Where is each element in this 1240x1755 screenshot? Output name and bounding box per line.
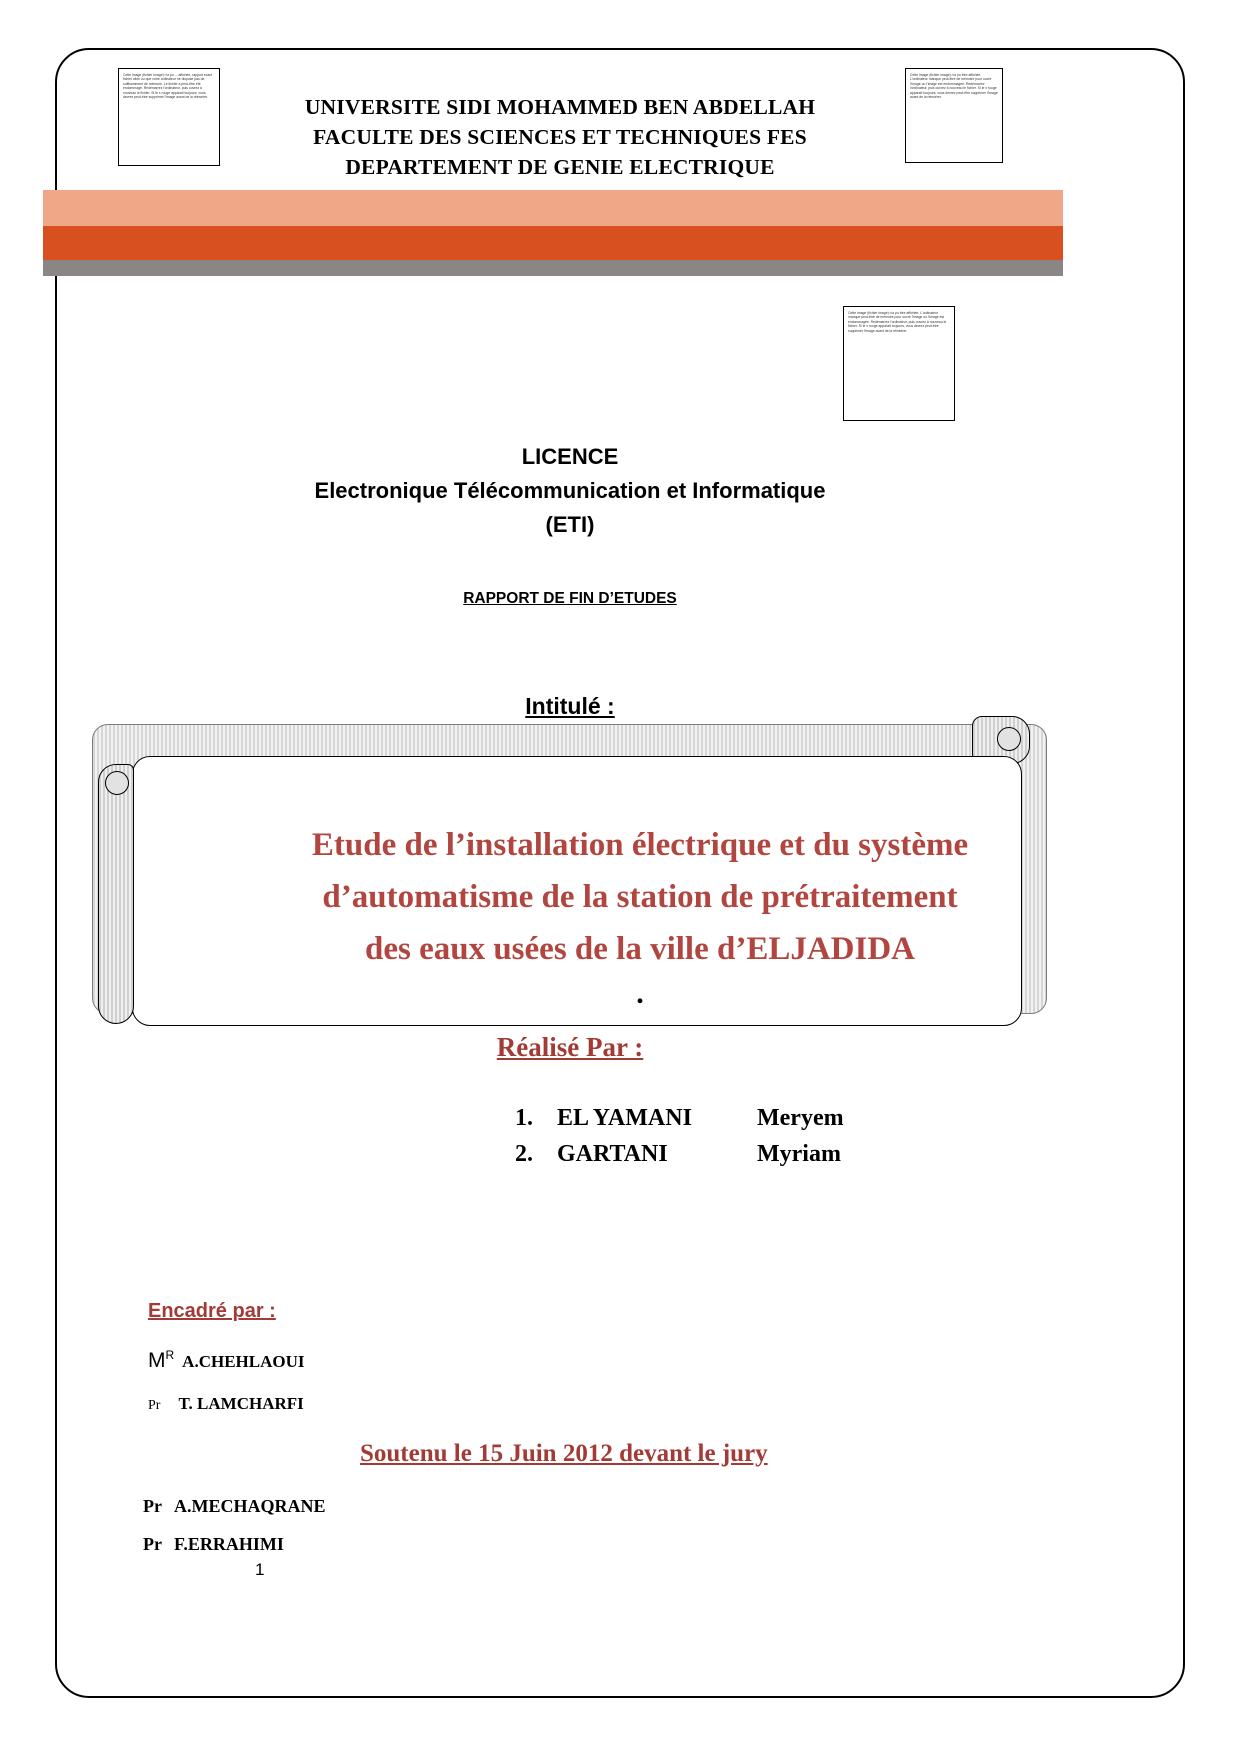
institution-header <box>150 92 970 182</box>
title-label-text: Intitulé : <box>525 693 615 719</box>
list-item <box>515 1100 1015 1136</box>
defense-date-text: Soutenu le 15 Juin 2012 devant le jury <box>360 1440 768 1467</box>
jury-title: Pr <box>143 1534 162 1554</box>
list-item <box>515 1136 1015 1172</box>
logo-right-caption: Cette image (fichier image) n'a pu être affichée. L'ordinateur manque peut-être de mémoire pour ouvrir l'image ou l'image est endommagée. Redémarrez l'ordinateur, puis ouvrez à nouveau le fichier. Si le x rouge apparaît toujours, vous devrez peut-être supprimer l'image avant de la réinsérer. <box>910 73 998 100</box>
authors-heading-text: Réalisé Par : <box>496 1032 644 1062</box>
company-logo-placeholder <box>843 306 955 421</box>
supervisors-heading-text: Encadré par : <box>148 1300 276 1322</box>
supervisors-heading <box>148 1300 276 1323</box>
title-scroll-banner <box>70 718 1070 1048</box>
diploma-program: Electronique Télécommunication et Informatique <box>314 478 826 503</box>
logo-left-caption: Cette image (fichier image) n'a pu ... affichée, rapport exact fichier cible ou que votre ordinateur ne dispose pas de suffisamment de mémoire. Le fichier a peut-être été endommagé. Redémarrez l'ordinateur, puis ouvrez à nouveau le fichier. Si le x rouge apparaît toujours, vous devrez peut-être supprimer l'image avant de la réinsérer. <box>123 73 212 100</box>
scroll-front-panel <box>132 756 1022 1026</box>
jury-name: A.MECHAQRANE <box>173 1496 326 1516</box>
supervisor-row-2 <box>148 1394 304 1414</box>
report-type-label <box>170 590 970 608</box>
report-type-text: RAPPORT DE FIN D’ETUDES <box>463 590 677 607</box>
author-number: 1. <box>515 1105 533 1131</box>
supervisor-title-superscript: r <box>155 1398 161 1413</box>
logo-middle-caption: Cette image (fichier image) n'a pu être affichée. L'ordinateur manque peut-être de mémoire pour ouvrir l'image ou l'image est endommagée. Redémarrez l'ordinateur, puis ouvrez à nouveau le fichier. Si le x rouge apparaît toujours, vous devrez peut-être supprimer l'image avant de la réinsérer. <box>848 311 947 333</box>
project-title-line-2: d’automatisme de la station de prétraitement <box>322 879 958 915</box>
project-title-dot: . <box>636 977 644 1010</box>
scroll-curl-left <box>98 764 134 1024</box>
diploma-acronym: (ETI) <box>545 512 595 537</box>
defense-date-line <box>360 1440 768 1468</box>
project-title <box>225 819 1055 975</box>
title-label <box>170 693 970 720</box>
page-number: 1 <box>255 1560 265 1579</box>
authors-heading <box>170 1032 970 1063</box>
project-title-line-3: des eaux usées de la ville d’ELJADIDA <box>364 931 916 967</box>
author-firstname: Meryem <box>757 1105 844 1131</box>
supervisor-name: A.CHEHLAOUI <box>182 1352 305 1371</box>
header-line-department: DEPARTEMENT DE GENIE ELECTRIQUE <box>345 155 775 179</box>
jury-member-2 <box>143 1534 284 1555</box>
authors-list <box>515 1100 1015 1172</box>
diploma-block <box>170 440 970 542</box>
author-number: 2. <box>515 1141 533 1167</box>
author-lastname: GARTANI <box>557 1141 668 1167</box>
author-firstname: Myriam <box>757 1141 841 1167</box>
author-lastname: EL YAMANI <box>557 1105 692 1131</box>
decorative-band-orange <box>43 226 1063 260</box>
supervisor-title: M <box>148 1349 166 1372</box>
jury-member-1 <box>143 1496 325 1517</box>
supervisor-title: P <box>148 1398 156 1413</box>
jury-name: F.ERRAHIMI <box>173 1534 284 1554</box>
decorative-band-light <box>43 190 1063 226</box>
diploma-level: LICENCE <box>521 444 619 469</box>
decorative-band-gray <box>43 260 1063 276</box>
header-line-university: UNIVERSITE SIDI MOHAMMED BEN ABDELLAH <box>304 95 816 119</box>
supervisor-row-1 <box>148 1348 305 1373</box>
supervisor-name: T. LAMCHARFI <box>178 1394 304 1413</box>
supervisor-title-superscript: R <box>165 1348 175 1362</box>
jury-title: Pr <box>143 1496 162 1516</box>
header-line-faculty: FACULTE DES SCIENCES ET TECHNIQUES FES <box>313 125 807 149</box>
project-title-line-1: Etude de l’installation électrique et du système <box>311 827 969 863</box>
